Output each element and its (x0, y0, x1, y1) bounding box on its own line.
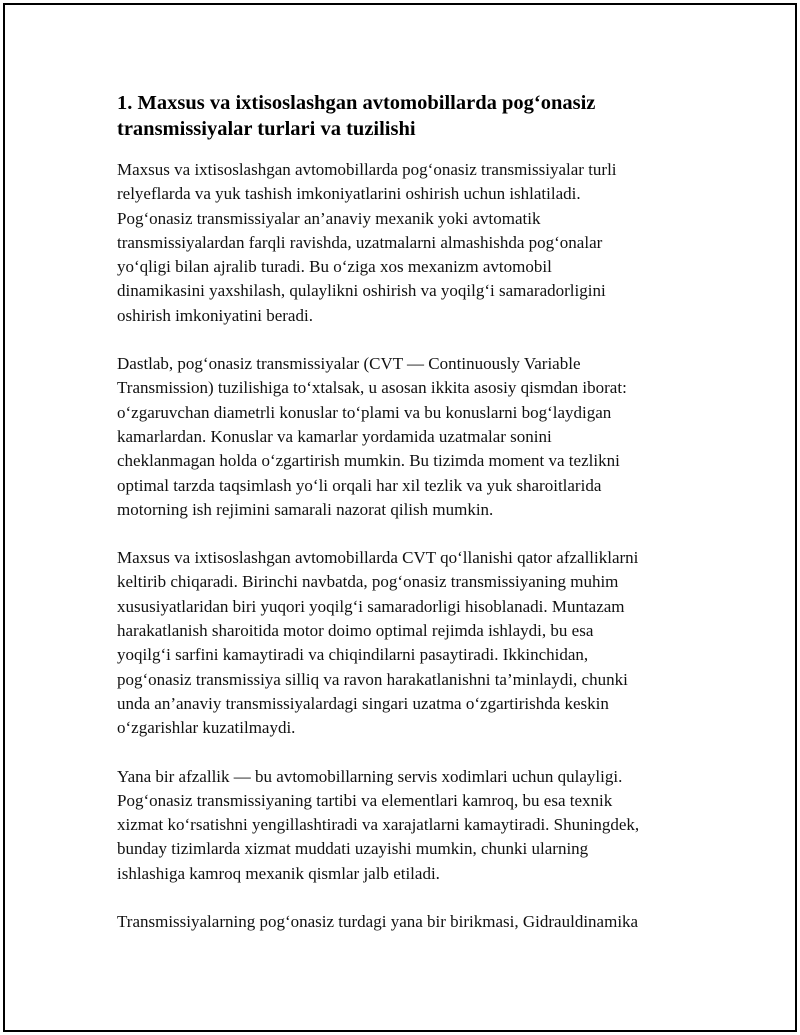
text-line: unda an’anaviy transmissiyalardagi singari uzatma o‘zgartirishda keskin (117, 693, 609, 713)
text-line: Maxsus va ixtisoslashgan avtomobillarda CVT qo‘llanishi qator afzalliklarni (117, 548, 639, 568)
text-line: xususiyatlaridan biri yuqori yoqilg‘i samaradorligi hisoblanadi. Muntazam (117, 596, 625, 616)
text-line: motorning ish rejimini samarali nazorat qilish mumkin. (117, 499, 494, 519)
paragraph-1 (117, 158, 697, 328)
paragraph-3 (117, 546, 697, 740)
text-line: keltirib chiqaradi. Birinchi navbatda, pog‘onasiz transmissiyaning muhim (117, 572, 619, 592)
text-line: relyeflarda va yuk tashish imkoniyatlarini oshirish uchun ishlatiladi. (117, 184, 581, 204)
text-line: o‘zgarishlar kuzatilmaydi. (117, 718, 296, 738)
text-line: cheklanmagan holda o‘zgartirish mumkin. Bu tizimda moment va tezlikni (117, 451, 620, 471)
text-line: optimal tarzda taqsimlash yo‘li orqali har xil tezlik va yuk sharoitlarida (117, 475, 602, 495)
text-line: kamarlardan. Konuslar va kamarlar yordamida uzatmalar sonini (117, 426, 552, 446)
text-line: Pog‘onasiz transmissiyaning tartibi va elementlari kamroq, bu esa texnik (117, 790, 613, 810)
text-line: Yana bir afzallik — bu avtomobillarning servis xodimlari uchun qulayligi. (117, 766, 623, 786)
text-line: Dastlab, pog‘onasiz transmissiyalar (CVT — Continuously Variable (117, 354, 581, 374)
paragraph-4 (117, 765, 697, 886)
text-line: bunday tizimlarda xizmat muddati uzayishi mumkin, chunki ularning (117, 839, 589, 859)
paragraph-5 (117, 910, 697, 934)
text-line: harakatlanish sharoitida motor doimo optimal rejimda ishlaydi, bu esa (117, 621, 594, 641)
text-line: pog‘onasiz transmissiya silliq va ravon harakatlanishni ta’minlaydi, chunki (117, 669, 628, 689)
text-line: Transmissiyalarning pog‘onasiz turdagi yana bir birikmasi, Gidrauldinamika (117, 912, 639, 932)
text-line: Maxsus va ixtisoslashgan avtomobillarda pog‘onasiz transmissiyalar turli (117, 160, 617, 179)
text-line: oshirish imkoniyatini beradi. (117, 305, 313, 325)
heading-line: transmissiyalar turlari va tuzilishi (117, 118, 416, 140)
text-line: yo‘qligi bilan ajralib turadi. Bu o‘ziga xos mexanizm avtomobil (117, 257, 552, 277)
section-heading (117, 90, 697, 142)
heading-line: 1. Maxsus va ixtisoslashgan avtomobillarda pog‘onasiz (117, 92, 596, 114)
text-line: transmissiyalardan farqli ravishda, uzatmalarni almashishda pog‘onalar (117, 232, 603, 252)
text-line: o‘zgaruvchan diametrli konuslar to‘plami va bu konuslarni bog‘laydigan (117, 402, 612, 422)
text-line: Transmission) tuzilishiga to‘xtalsak, u asosan ikkita asosiy qismdan iborat: (117, 378, 627, 398)
paragraph-2 (117, 352, 697, 522)
text-line: ishlashiga kamroq mexanik qismlar jalb etiladi. (117, 863, 440, 883)
text-line: xizmat ko‘rsatishni yengillashtiradi va xarajatlarni kamaytiradi. Shuningdek, (117, 815, 640, 835)
text-line: Pog‘onasiz transmissiyalar an’anaviy mexanik yoki avtomatik (117, 208, 541, 228)
document-body (117, 90, 697, 958)
text-line: dinamikasini yaxshilash, qulaylikni oshirish va yoqilg‘i samaradorligini (117, 281, 606, 301)
text-line: yoqilg‘i sarfini kamaytiradi va chiqindilarni pasaytiradi. Ikkinchidan, (117, 645, 589, 665)
